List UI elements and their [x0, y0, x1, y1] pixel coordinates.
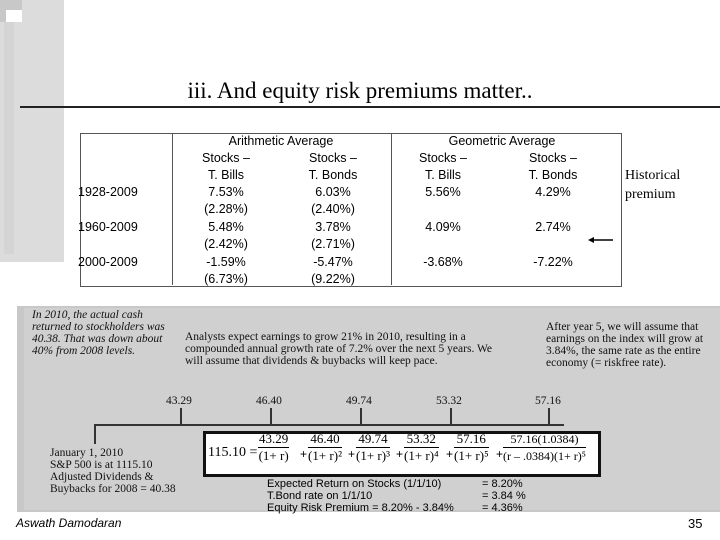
table-cell-se: (2.42%) — [204, 237, 248, 251]
table-cell: -3.68% — [423, 255, 463, 269]
term-denominator: (1+ r)² — [308, 448, 342, 463]
side-label-line: premium — [625, 187, 676, 202]
arith-header: Arithmetic Average — [228, 134, 334, 148]
jan2010-note — [50, 447, 176, 495]
note-line: 40.38. That was down about — [32, 333, 163, 345]
historical-premium-label — [625, 166, 715, 204]
term-denominator: (1+ r)³ — [356, 448, 390, 463]
table-cell-se: (2.71%) — [311, 237, 355, 251]
table-cell-se: (6.73%) — [204, 272, 248, 286]
stat-value: = 4.36% — [482, 502, 523, 514]
cash-flow-value: 46.40 — [256, 395, 282, 407]
formula-lhs: 115.10 = — [208, 445, 258, 460]
plus-sign: + — [348, 447, 356, 461]
table-cell: -1.59% — [206, 255, 246, 269]
timeline-tick — [270, 408, 272, 426]
plus-sign: + — [496, 447, 504, 461]
col-header-tbills: T. Bills — [424, 168, 462, 182]
after-year5-note — [546, 321, 703, 369]
row-period: 2000-2009 — [78, 255, 138, 269]
timeline-start-tick — [94, 424, 96, 444]
row-period: 1960-2009 — [78, 220, 138, 234]
plus-sign: + — [446, 447, 454, 461]
term-denominator: (1+ r) — [258, 448, 289, 463]
col-header: Stocks – — [202, 151, 250, 165]
note-line: In 2010, the actual cash — [32, 309, 143, 321]
stat-value: = 3.84 % — [482, 490, 526, 502]
formula-term — [356, 431, 390, 464]
corner-decor — [0, 0, 22, 22]
col-header: Stocks – — [309, 151, 357, 165]
cash-flow-value: 49.74 — [346, 395, 372, 407]
cash-flow-value: 57.16 — [535, 395, 561, 407]
table-cell: 5.56% — [425, 185, 461, 199]
table-cell-se: (2.28%) — [204, 202, 248, 216]
term-numerator: 57.16 — [454, 431, 489, 448]
note-line: Buybacks for 2008 = 40.38 — [50, 483, 176, 495]
table-cell: 3.78% — [315, 220, 351, 234]
plus-sign: + — [300, 447, 308, 461]
note-line: returned to stockholders was — [32, 321, 165, 333]
formula-term — [404, 431, 439, 464]
arrow-left-icon — [588, 237, 614, 245]
slide-number: 35 — [688, 516, 703, 531]
col-header: Stocks – — [419, 151, 467, 165]
side-label-line: Historical — [625, 168, 681, 183]
term-numerator: 53.32 — [404, 431, 439, 448]
timeline-axis — [94, 424, 564, 426]
table-cell: 5.48% — [208, 220, 244, 234]
stat-label: Equity Risk Premium = 8.20% - 3.84% — [267, 502, 454, 514]
note-line: After year 5, we will assume that — [546, 321, 699, 333]
note-line: 40% from 2008 levels. — [32, 345, 136, 357]
geo-header: Geometric Average — [448, 134, 556, 148]
formula-term — [503, 431, 586, 464]
timeline-tick — [180, 408, 182, 426]
table-cell-se: (2.40%) — [311, 202, 355, 216]
formula-term — [308, 431, 342, 464]
table-divider — [391, 133, 392, 285]
table-cell: 4.09% — [425, 220, 461, 234]
formula-term — [454, 431, 489, 464]
table-cell: 4.29% — [535, 185, 571, 199]
term-numerator: 46.40 — [308, 431, 342, 448]
note-line: 3.84%, the same rate as the entire — [546, 345, 701, 357]
cash-flow-value: 43.29 — [166, 395, 192, 407]
analysts-note — [185, 331, 492, 367]
table-divider — [172, 133, 173, 285]
note-line: economy (= riskfree rate). — [546, 357, 667, 369]
table-cell: -7.22% — [533, 255, 573, 269]
left-decor-bar — [0, 0, 64, 262]
note-line: January 1, 2010 — [50, 447, 124, 459]
term-denominator: (1+ r)⁴ — [404, 448, 439, 463]
cash-flow-value: 53.32 — [436, 395, 462, 407]
cash-returned-note — [32, 309, 165, 357]
col-header: Stocks – — [529, 151, 577, 165]
term-numerator: 57.16(1.0384) — [503, 431, 586, 448]
table-cell: 7.53% — [208, 185, 244, 199]
note-line: Adjusted Dividends & — [50, 471, 154, 483]
slide-title: iii. And equity risk premiums matter.. — [187, 78, 533, 103]
note-line: will assume that dividends & buybacks will keep pace. — [185, 355, 438, 367]
timeline-tick — [548, 408, 550, 426]
note-line: Analysts expect earnings to grow 21% in 2010, resulting in a — [185, 331, 466, 343]
term-numerator: 49.74 — [356, 431, 390, 448]
term-denominator: (1+ r)⁵ — [454, 448, 489, 463]
term-numerator: 43.29 — [259, 431, 289, 446]
col-header-tbonds: T. Bonds — [528, 168, 578, 182]
timeline-tick — [360, 408, 362, 426]
stat-label: Expected Return on Stocks (1/1/10) — [267, 478, 442, 490]
table-cell: -5.47% — [313, 255, 353, 269]
stat-value: = 8.20% — [482, 478, 523, 490]
note-line: compounded annual growth rate of 7.2% over the next 5 years. We — [185, 343, 493, 355]
note-line: earnings on the index will grow at — [546, 333, 704, 345]
formula-term — [258, 431, 289, 464]
author-name: Aswath Damodaran — [16, 516, 122, 530]
table-cell: 6.03% — [315, 185, 351, 199]
table-cell-se: (9.22%) — [311, 272, 355, 286]
col-header-tbonds: T. Bonds — [308, 168, 358, 182]
plus-sign: + — [396, 447, 404, 461]
stat-label: T.Bond rate on 1/1/10 — [267, 490, 373, 502]
term-denominator: (r – .0384)(1+ r)⁵ — [503, 449, 586, 463]
col-header-tbills: T. Bills — [207, 168, 245, 182]
note-line: S&P 500 is at 1115.10 — [50, 459, 153, 471]
table-cell: 2.74% — [535, 220, 571, 234]
timeline-tick — [450, 408, 452, 426]
title-rule — [20, 106, 720, 108]
row-period: 1928-2009 — [78, 185, 138, 199]
